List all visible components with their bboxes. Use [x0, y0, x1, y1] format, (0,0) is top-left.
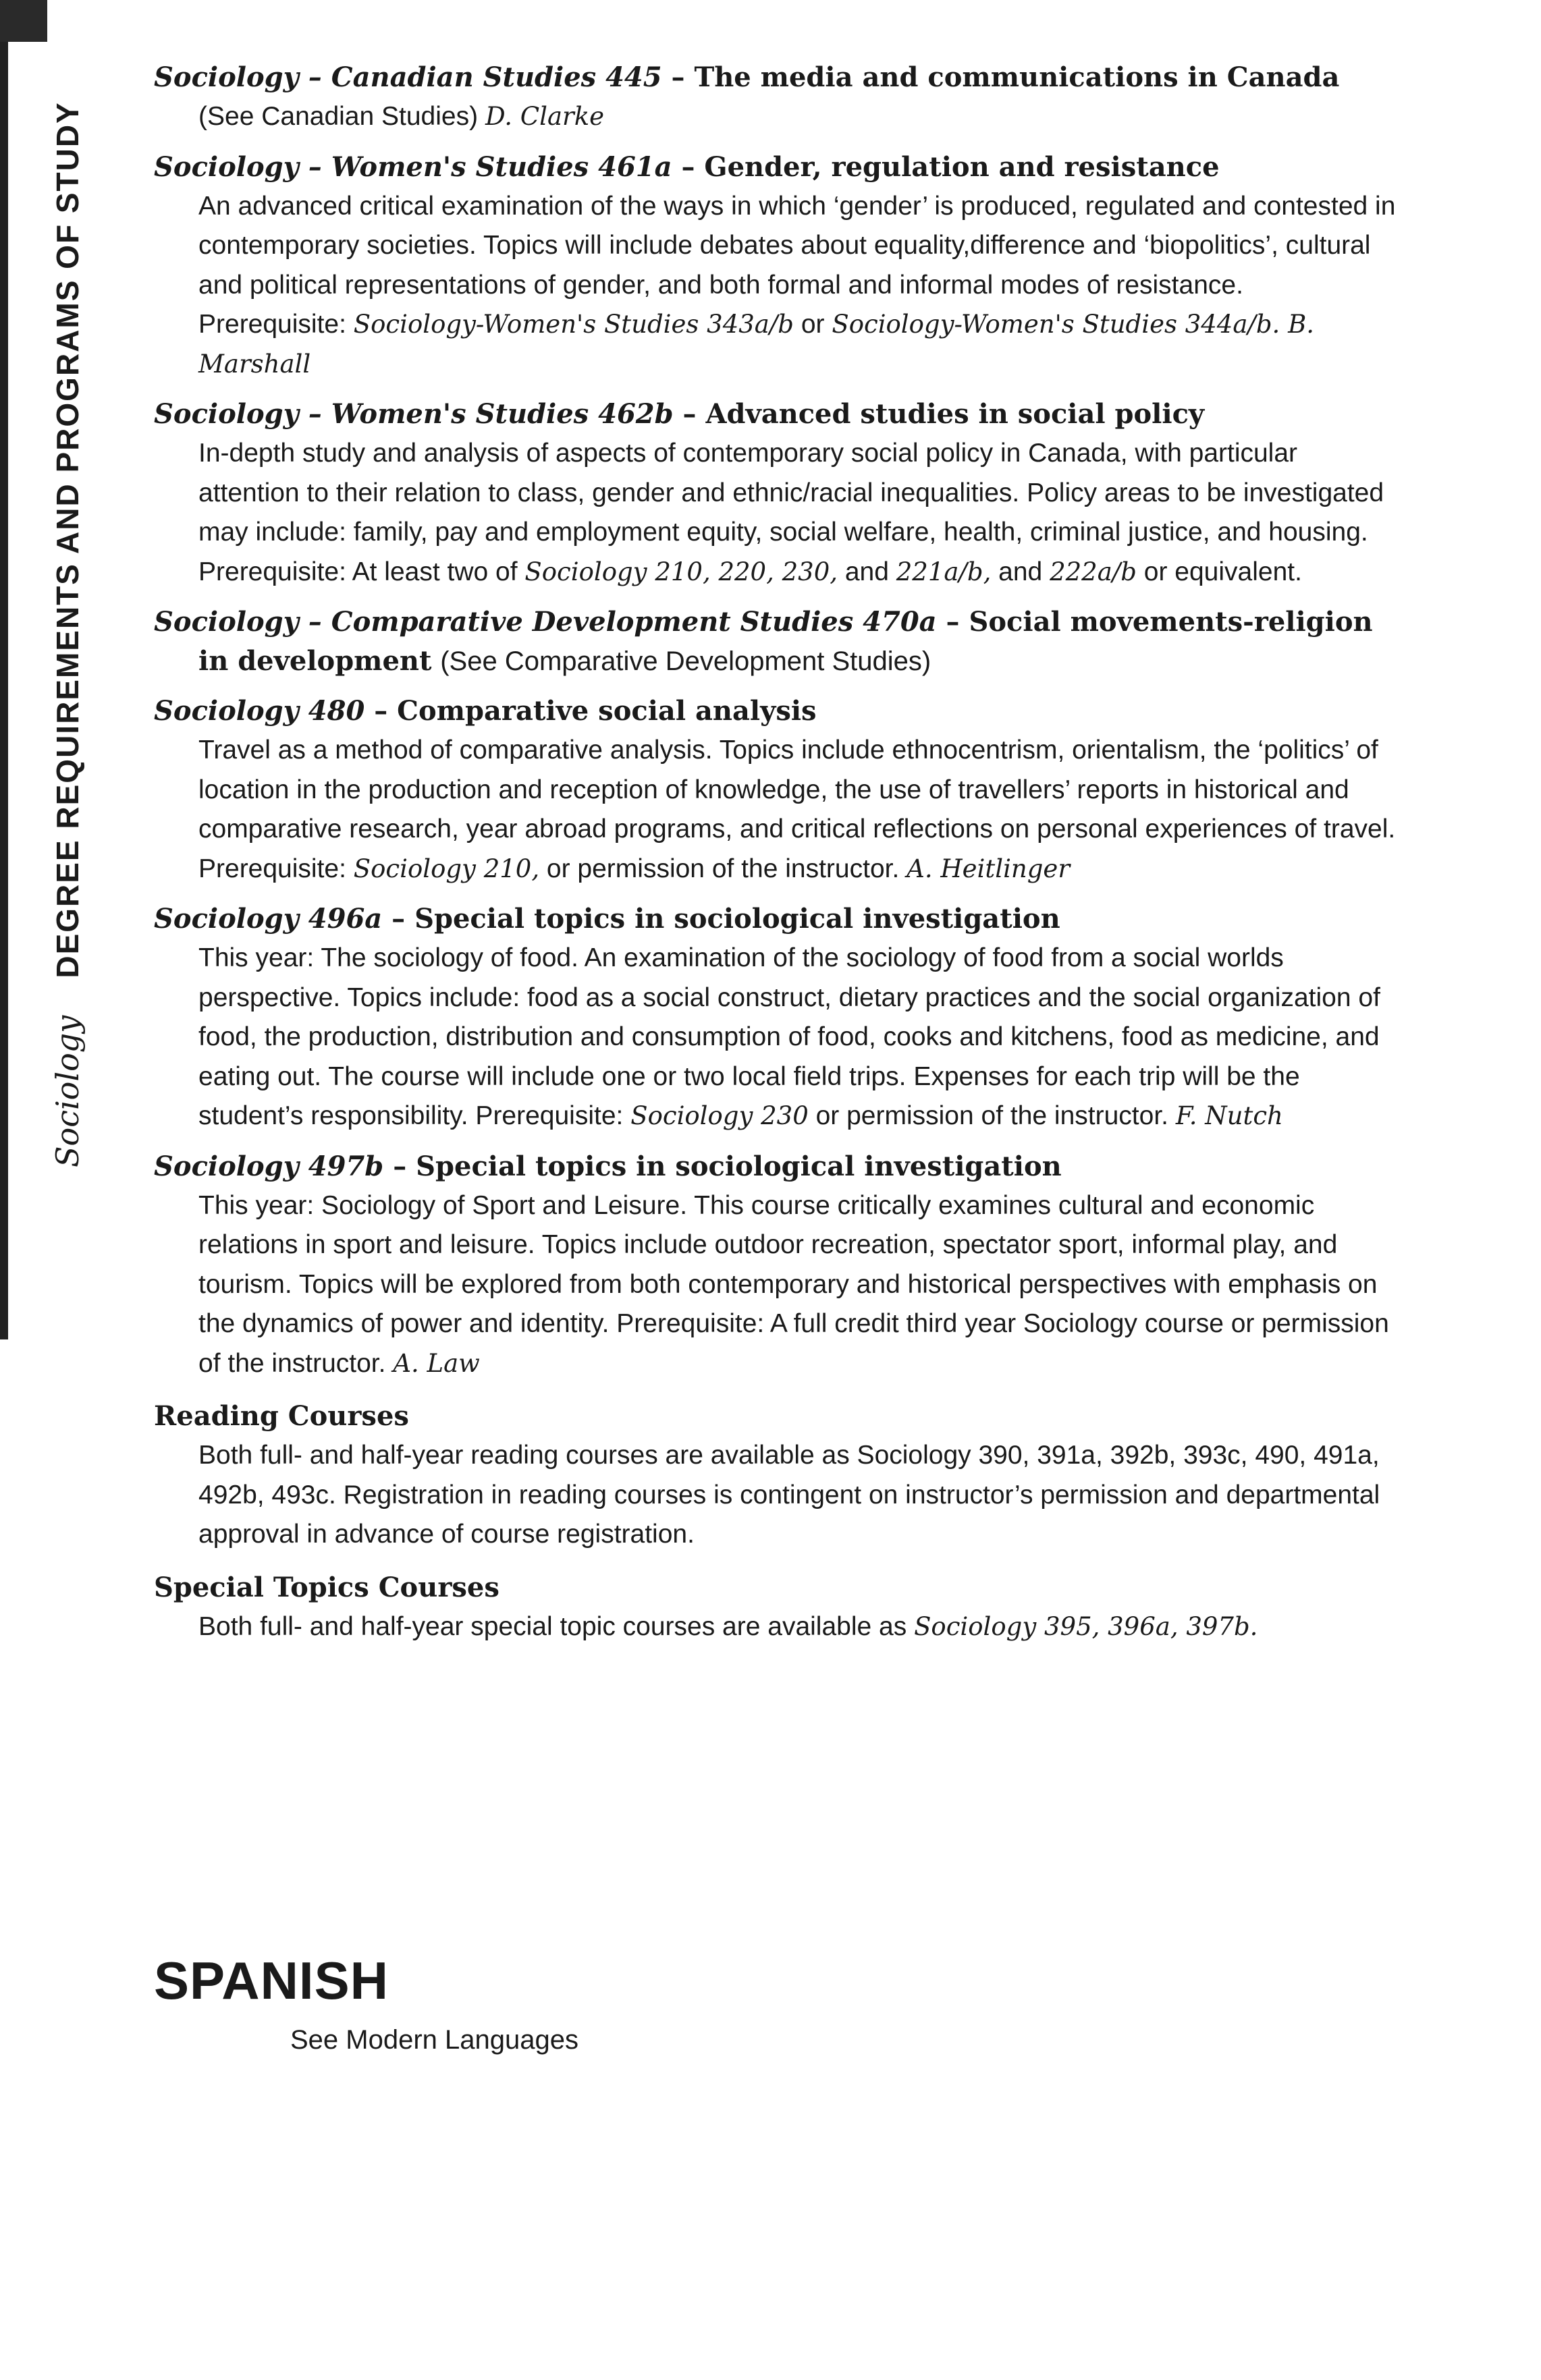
running-header-prefix: Sociology: [49, 1015, 86, 1167]
course-description-text: Travel as a method of comparative analysis. Topics include ethnocentrism, orientalism, the ‘politics’ of location in the production and reception of knowledge, the use of travellers’ reports in historical and comparative research, year abroad programs, and critical reflections on personal experiences of travel. Prerequisite:: [198, 736, 1396, 883]
course-heading: Sociology – Women's Studies 461a – Gender, regulation and resistance: [154, 150, 1220, 183]
course-description: [154, 1186, 1396, 1384]
course-description-italic: 221a/b,: [896, 557, 992, 586]
course-entry: [154, 395, 1396, 592]
course-description-italic: Sociology-Women's Studies 343a/b: [353, 310, 794, 339]
course-code: Sociology 496a: [154, 903, 383, 935]
course-description-text: or equivalent.: [1136, 557, 1302, 586]
special-topics-section: [154, 1568, 1396, 1647]
reading-courses-heading: Reading Courses: [154, 1400, 409, 1432]
course-heading: Sociology – Canadian Studies 445 – The media and communications in Canada: [154, 61, 1340, 93]
course-description-italic: Sociology 210, 220, 230,: [524, 557, 838, 586]
course-title: Comparative social analysis: [397, 695, 817, 727]
course-code: Sociology – Women's Studies 461a: [154, 150, 672, 183]
course-list: [154, 58, 1396, 1383]
course-heading: Sociology – Women's Studies 462b – Advanced studies in social policy: [154, 398, 1205, 430]
special-topics-heading: Special Topics Courses: [154, 1571, 499, 1603]
course-description-italic: F. Nutch: [1175, 1101, 1283, 1130]
course-entry: [154, 692, 1396, 889]
margin-bar: [0, 0, 8, 1339]
course-title: Social movements-religion in development: [198, 606, 1373, 677]
margin-tab: [0, 0, 47, 42]
course-description-italic: A. Heitlinger: [907, 854, 1071, 883]
course-description-italic: A. Law: [393, 1348, 480, 1378]
course-description-text: This year: Sociology of Sport and Leisure. This course critically examines cultural and economic relations in sport and leisure. Topics include outdoor recreation, spectator sport, informal play, and tourism. Topics will be explored from both contemporary and historical perspectives with emphasis on the dynamics of power and identity. Prerequisite: A full credit third year Sociology course or permission of the instructor.: [198, 1190, 1389, 1378]
course-description-italic: Sociology 230: [630, 1101, 809, 1130]
course-entry: [154, 603, 1396, 681]
course-code: Sociology 497b: [154, 1150, 384, 1182]
spanish-cross-reference: See Modern Languages: [290, 2025, 578, 2055]
course-description-text: or permission of the instructor.: [539, 854, 907, 883]
course-code: Sociology – Women's Studies 462b: [154, 398, 674, 430]
course-description-text: or permission of the instructor.: [808, 1101, 1176, 1130]
course-listing: [154, 58, 1396, 1646]
course-description: [154, 731, 1396, 889]
course-entry: [154, 148, 1396, 385]
course-description-italic: Sociology 210,: [353, 854, 540, 883]
course-entry: [154, 58, 1396, 137]
course-heading: Sociology 496a – Special topics in sociological investigation: [154, 903, 1060, 935]
course-description-text: This year: The sociology of food. An examination of the sociology of food from a social worlds perspective. Topics include: food as a social construct, dietary practices and the social organization of food, the production, distribution and consumption of food, cooks and kitchens, food as medicine, and eating out. The course will include one or two local field trips. Expenses for each trip will be the student’s responsibility. Prerequisite:: [198, 943, 1380, 1130]
special-topics-courses: Sociology 395, 396a, 397b.: [914, 1611, 1258, 1641]
course-description-text: and: [838, 557, 896, 586]
course-description: [154, 939, 1396, 1136]
course-description-text: (See Canadian Studies): [198, 102, 485, 131]
course-heading: Sociology 480 – Comparative social analysis: [154, 695, 817, 727]
course-entry: [154, 1147, 1396, 1384]
course-description: [154, 187, 1396, 385]
course-title: Advanced studies in social policy: [705, 398, 1205, 430]
course-description-text: An advanced critical examination of the ways in which ‘gender’ is produced, regulated and contested in contemporary societies. Topics will include debates about equality,difference and ‘biopolitics’, cultural and political representations of gender, and both formal and informal modes of resistance. Prerequisite:: [198, 191, 1396, 339]
special-topics-intro: Both full- and half-year special topic courses are available as: [198, 1611, 915, 1641]
course-description-italic: D. Clarke: [485, 102, 605, 131]
course-entry: [154, 900, 1396, 1136]
course-title: Special topics in sociological investigation: [416, 1150, 1062, 1182]
course-description-text: or: [793, 310, 832, 339]
course-heading: Sociology – Comparative Development Studies 470a – Social movements-religion in development (See Comparative Development Studies): [154, 606, 1373, 677]
section-heading-spanish: SPANISH: [154, 1951, 389, 2010]
course-title: Gender, regulation and resistance: [704, 150, 1220, 183]
reading-courses-text: Both full- and half-year reading courses are available as Sociology 390, 391a, 392b, 393c, 490, 491a, 492b, 493c. Registration in reading courses is contingent on instructor’s permission and departmental approval in advance of course registration.: [198, 1441, 1380, 1549]
course-code: Sociology – Canadian Studies 445: [154, 61, 662, 93]
course-description-italic: 222a/b: [1050, 557, 1137, 586]
course-heading: Sociology 497b – Special topics in sociological investigation: [154, 1150, 1062, 1182]
running-header-title: DEGREE REQUIREMENTS AND PROGRAMS OF STUDY: [50, 101, 85, 978]
course-code: Sociology – Comparative Development Studies 470a: [154, 606, 937, 638]
course-description: [154, 97, 1396, 137]
course-description-text: In-depth study and analysis of aspects of contemporary social policy in Canada, with particular attention to their relation to class, gender and ethnic/racial inequalities. Policy areas to be investigated may include: family, pay and employment equity, social welfare, health, criminal justice, and housing. Prerequisite: At least two of: [198, 439, 1384, 586]
course-description: [154, 434, 1396, 592]
course-title: The media and communications in Canada: [694, 61, 1340, 93]
reading-courses-section: [154, 1397, 1396, 1555]
course-code: Sociology 480: [154, 695, 365, 727]
course-title: Special topics in sociological investigation: [414, 903, 1060, 935]
course-description-italic: Sociology-Women's Studies 344a/b. B. Marshall: [198, 310, 1315, 379]
course-description-text: and: [991, 557, 1050, 586]
course-cross-reference: (See Comparative Development Studies): [440, 646, 931, 676]
special-topics-text: [154, 1607, 1396, 1647]
running-header: [49, 101, 86, 1167]
